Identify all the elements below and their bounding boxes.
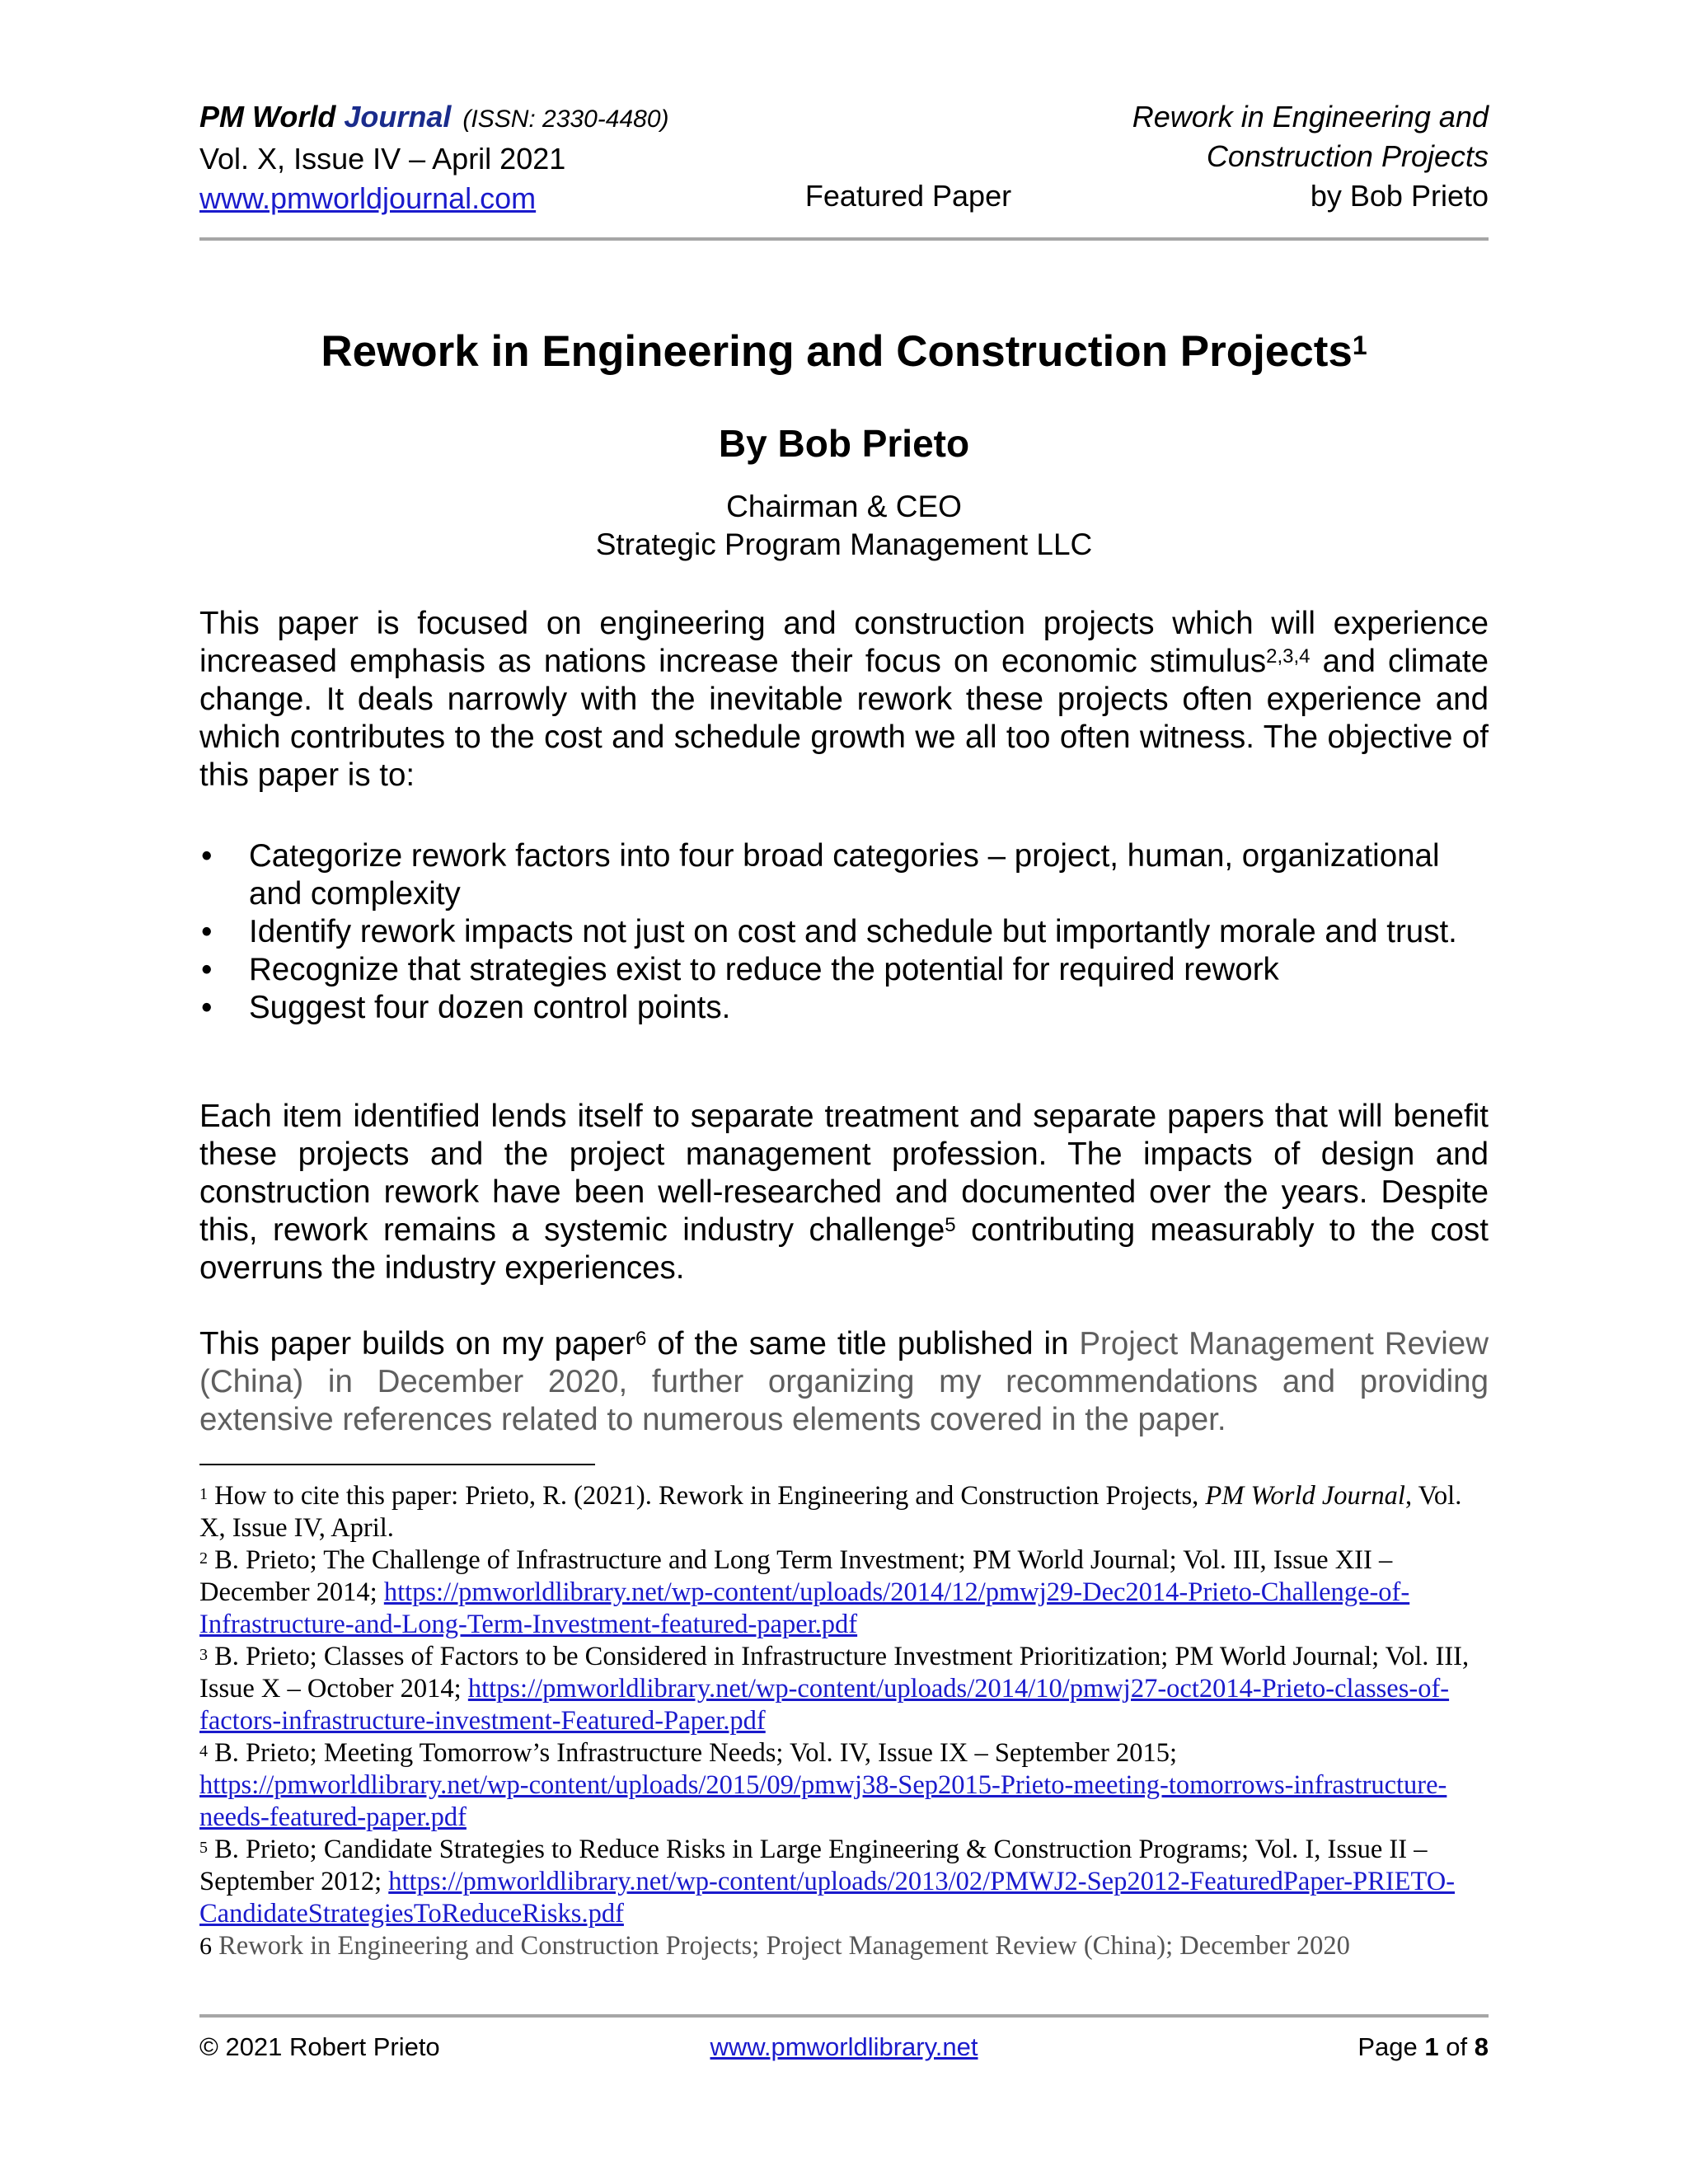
- running-title-line2: Construction Projects: [1206, 139, 1489, 173]
- volume-issue: Vol. X, Issue IV – April 2021: [199, 142, 566, 176]
- list-item-text: Categorize rework factors into four broad categories – project, human, organizational and complexity: [249, 838, 1440, 912]
- footnote-text-end: , Vol. X, Issue IV, April.: [199, 1481, 1462, 1543]
- author-role: Chairman & CEO: [726, 490, 962, 523]
- footnote-number: 5: [199, 1839, 208, 1857]
- para2-text-2: contributing measurably to the cost overruns the industry experiences.: [199, 1212, 1489, 1286]
- running-title: [829, 97, 1489, 176]
- author-org: Strategic Program Management LLC: [595, 527, 1093, 561]
- footnotes: [199, 1480, 1489, 1962]
- copyright: © 2021 Robert Prieto: [199, 2032, 440, 2061]
- list-item-text: Suggest four dozen control points.: [249, 990, 731, 1025]
- bullet-icon: •: [201, 914, 213, 949]
- footnote-text: Rework in Engineering and Construction Projects; Project Management Review (China); December 2020: [212, 1931, 1350, 1961]
- footnote-number: 6: [199, 1933, 212, 1960]
- para3-text-2: of the same title published in: [646, 1326, 1080, 1361]
- brand-pm: PM World: [199, 100, 336, 134]
- footnote-text: B. Prieto; Meeting Tomorrow’s Infrastructure Needs; Vol. IV, Issue IX – September 2015;: [208, 1738, 1177, 1768]
- footnote-1: [199, 1480, 1489, 1544]
- list-item: [199, 837, 1489, 913]
- running-title-line1: Rework in Engineering and: [1132, 100, 1489, 134]
- footnote-link[interactable]: https://pmworldlibrary.net/wp-content/uploads/2014/10/pmwj27-oct2014-Prieto-classes-of-factors-infrastructure-investment-Featured-Paper.pdf: [199, 1674, 1450, 1736]
- footnote-6: [199, 1930, 1489, 1962]
- byline: By Bob Prieto: [718, 422, 970, 465]
- footnote-journal-italic: PM World Journal: [1205, 1481, 1405, 1511]
- footnote-2: [199, 1544, 1489, 1641]
- footnote-5: [199, 1834, 1489, 1930]
- journal-site-link[interactable]: www.pmworldjournal.com: [199, 181, 537, 215]
- bullet-icon: •: [201, 990, 213, 1025]
- brand-journal: Journal: [344, 100, 452, 134]
- footnote-link[interactable]: https://pmworldlibrary.net/wp-content/uploads/2014/12/pmwj29-Dec2014-Prieto-Challenge-of-Infrastructure-and-Long-Term-Investment-featured-paper.pdf: [199, 1577, 1410, 1639]
- paper-title-text: Rework in Engineering and Construction Projects: [321, 327, 1353, 376]
- intro-text-2: and climate change. It deals narrowly with the inevitable rework these projects often experience and which contributes to the cost and schedule growth we all too often witness. The objective of this paper is to:: [199, 644, 1489, 793]
- list-item-text: Recognize that strategies exist to reduce the potential for required rework: [249, 952, 1279, 987]
- para3-text-1: This paper builds on my paper: [199, 1326, 636, 1361]
- journal-brand: [199, 100, 451, 134]
- footnote-number: 1: [199, 1485, 208, 1503]
- footnote-text: B. Prieto; Classes of Factors to be Considered in Infrastructure Investment Prioritization; PM World Journal; Vol. III, Issue X – October 2014;: [199, 1642, 1470, 1704]
- footnote-4: [199, 1737, 1489, 1834]
- paragraph-2: [199, 1098, 1489, 1287]
- footnote-text: B. Prieto; The Challenge of Infrastructure and Long Term Investment; PM World Journal; Vol. III, Issue XII – December 2014;: [199, 1545, 1393, 1607]
- footnote-separator: [199, 1464, 595, 1465]
- list-item: [199, 951, 1489, 989]
- intro-footnote-refs[interactable]: 2,3,4: [1266, 645, 1311, 668]
- footnote-text: How to cite this paper: Prieto, R. (2021). Rework in Engineering and Construction Projects,: [208, 1481, 1206, 1511]
- bullet-icon: •: [201, 952, 213, 987]
- footnote-number: 2: [199, 1549, 208, 1568]
- list-item-text: Identify rework impacts not just on cost and schedule but importantly morale and trust.: [249, 914, 1457, 949]
- bullet-icon: •: [201, 838, 213, 874]
- footnote-link[interactable]: https://pmworldlibrary.net/wp-content/uploads/2015/09/pmwj38-Sep2015-Prieto-meeting-tomorrows-infrastructure-needs-featured-paper.pdf: [199, 1770, 1447, 1832]
- para3-text-grey: Project Management Review (China) in December 2020, further organizing my recommendations and providing extensive references related to numerous elements covered in the paper.: [199, 1326, 1489, 1437]
- intro-paragraph: [199, 605, 1489, 794]
- intro-text-1: This paper is focused on engineering and construction projects which will experience increased emphasis as nations increase their focus on economic stimulus: [199, 606, 1489, 679]
- para3-footnote-ref[interactable]: 6: [635, 1328, 647, 1350]
- page-label: Page: [1357, 2032, 1418, 2061]
- para2-footnote-ref[interactable]: 5: [945, 1214, 956, 1236]
- running-author: by Bob Prieto: [1310, 179, 1489, 213]
- section-label: Featured Paper: [804, 179, 1012, 213]
- footer-divider: [199, 2014, 1489, 2018]
- page-current: 1: [1424, 2032, 1439, 2061]
- paragraph-3: [199, 1325, 1489, 1439]
- affiliation: [199, 488, 1489, 564]
- para2-text-1: Each item identified lends itself to separate treatment and separate papers that will benefit these projects and the project management profession. The impacts of design and construction rework have been well-researched and documented over the years. Despite this, rework remains a systemic industry challenge: [199, 1099, 1489, 1248]
- footnote-text: B. Prieto; Candidate Strategies to Reduce Risks in Large Engineering & Construction Programs; Vol. I, Issue II – September 2012;: [199, 1835, 1428, 1896]
- list-item: [199, 913, 1489, 951]
- objectives-list: [199, 837, 1489, 1027]
- header-divider: [199, 237, 1489, 241]
- page-of: of: [1446, 2032, 1468, 2061]
- library-site-link[interactable]: www.pmworldlibrary.net: [710, 2032, 978, 2061]
- footnote-link[interactable]: https://pmworldlibrary.net/wp-content/uploads/2013/02/PMWJ2-Sep2012-FeaturedPaper-PRIETO-CandidateStrategiesToReduceRisks.pdf: [199, 1867, 1456, 1929]
- paper-title: [199, 323, 1489, 381]
- footnote-number: 3: [199, 1646, 208, 1664]
- list-item: [199, 989, 1489, 1027]
- title-footnote-ref[interactable]: 1: [1352, 330, 1367, 360]
- footnote-number: 4: [199, 1742, 208, 1760]
- page-number: [1357, 2031, 1489, 2064]
- page-total: 8: [1474, 2032, 1489, 2061]
- issn: (ISSN: 2330-4480): [462, 105, 669, 133]
- footnote-3: [199, 1641, 1489, 1737]
